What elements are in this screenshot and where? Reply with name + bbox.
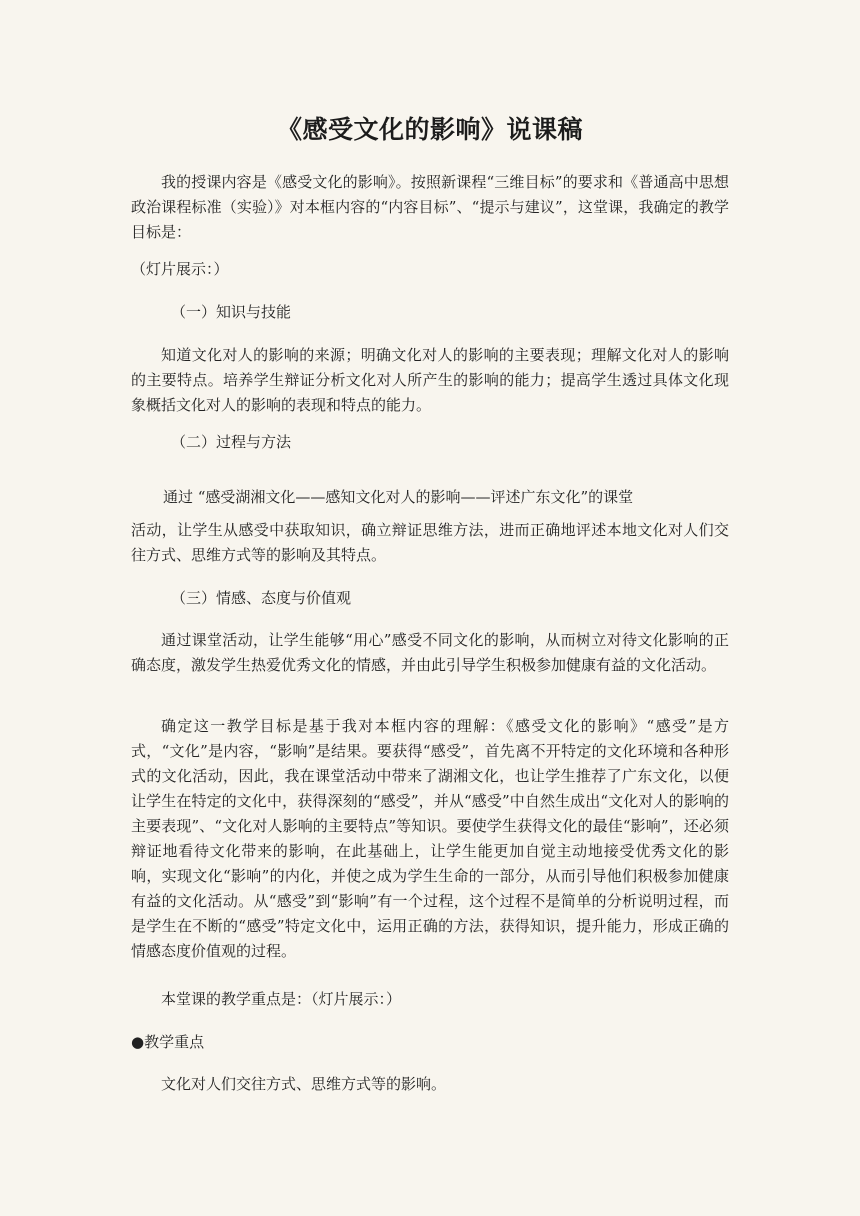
section2-line1: 通过 “感受湖湘文化——感知文化对人的影响——评述广东文化”的课堂 (163, 488, 634, 506)
rationale-paragraph: 确定这一教学目标是基于我对本框内容的理解：《感受文化的影响》“感受”是方式，“文化”是内容，“影响”是结果。要获得“感受”，首先离不开特定的文化环境和各种形式的文化活动，因此，我在课堂活动中带来了湖湘文化，也让学生推荐了广东文化，以便让学生在特定的文化中，获得深刻的“感受”，并从“感受”中自然生成出“文化对人的影响的主要表现”、“文化对人影响的主要特点”等知识。要使学生获得文化的最佳“影响”，还必须辩证地看待文化带来的影响，在此基础上，让学生能更加自觉主动地接受优秀文化的影响，实现文化“影响”的内化，并使之成为学生生命的一部分，从而引导他们积极参加健康有益的文化活动。从“感受”到“影响”有一个过程，这个过程不是简单的分析说明过程，而是学生在不断的“感受”特定文化中，运用正确的方法，获得知识，提升能力，形成正确的情感态度价值观的过程。 (131, 717, 729, 960)
intro-paragraph: 我的授课内容是《感受文化的影响》。按照新课程“三维目标”的要求和《普通高中思想政治课程标准（实验）》对本框内容的“内容目标”、“提示与建议”，这堂课，我确定的教学目标是： (131, 173, 729, 241)
section2-body: 活动，让学生从感受中获取知识，确立辩证思维方法，进而正确地评述本地文化对人们交往方式、思维方式等的影响及其特点。 (131, 521, 729, 564)
section1-body: 知道文化对人的影响的来源；明确文化对人的影响的主要表现；理解文化对人的影响的主要特点。培养学生辩证分析文化对人所产生的影响的能力；提高学生透过具体文化现象概括文化对人的影响的表现和特点的能力。 (131, 346, 729, 414)
section3-heading: （三）情感、态度与价值观 (171, 589, 352, 607)
key-points-bullet: ●教学重点 (131, 1033, 205, 1051)
section3-body: 通过课堂活动，让学生能够“用心”感受不同文化的影响，从而树立对待文化影响的正确态度，激发学生热爱优秀文化的情感，并由此引导学生积极参加健康有益的文化活动。 (131, 631, 729, 674)
section1-heading: （一）知识与技能 (171, 303, 292, 321)
key-points-intro: 本堂课的教学重点是：（灯片展示：） (161, 990, 402, 1008)
section2-heading: （二）过程与方法 (171, 433, 292, 451)
slide-show-note: （灯片展示：） (131, 260, 229, 278)
key-point-text: 文化对人们交往方式、思维方式等的影响。 (161, 1075, 447, 1093)
document-title: 《感受文化的影响》说课稿 (276, 115, 583, 144)
